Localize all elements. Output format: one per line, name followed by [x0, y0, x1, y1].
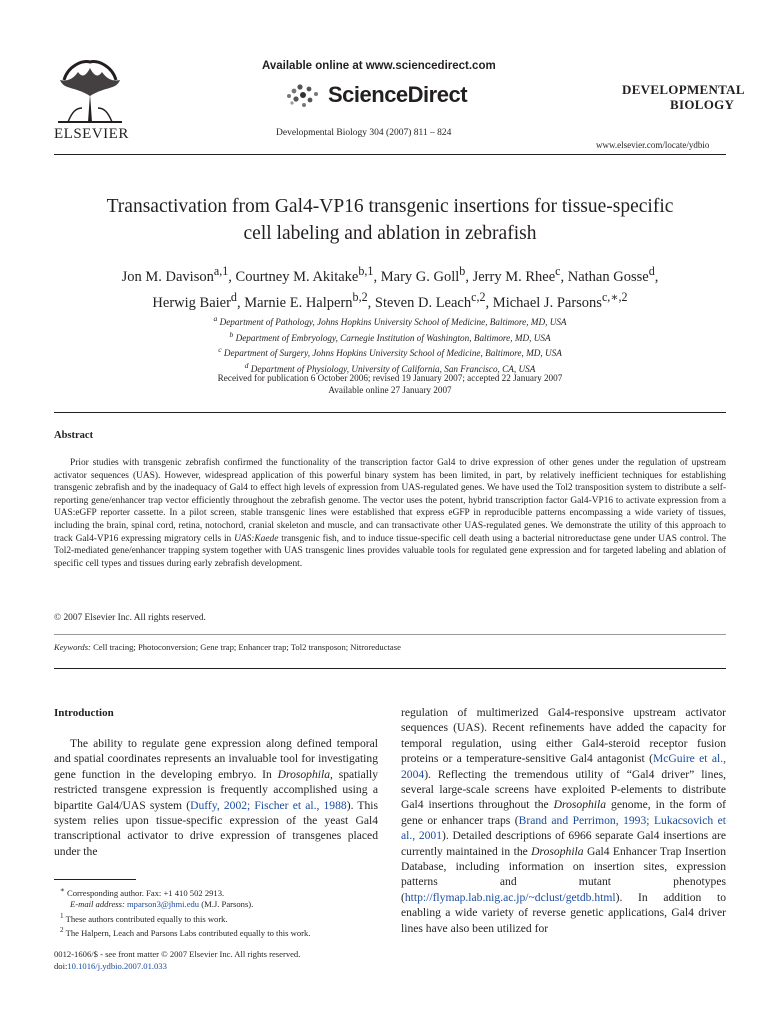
article-title [54, 193, 726, 247]
affiliation: Department of Surgery, Johns Hopkins University School of Medicine, Baltimore, MD, USA [223, 348, 562, 359]
author: Michael J. Parsons [492, 294, 602, 311]
footnote-2: The Halpern, Leach and Parsons Labs contributed equally to this work. [65, 927, 311, 938]
footnote-rule [54, 879, 136, 880]
author: Steven D. Leach [374, 294, 472, 311]
keywords-rule [54, 634, 726, 635]
affil-sup: b [229, 329, 234, 339]
footnotes [54, 885, 378, 939]
author-list: Jon M. Davison$^{a,1}$, Courtney M. Akitake$^{b,1}$, Mary G. Goll$^b$, Jerry M. Rhee$^c$, Nathan Gosse$^d$, Herwig Baier$^d$, Marnie E. Halpern$^{b,2}$, Steven D. Leach$^{c,2}$, Michael J. Parsons$^{c,∗,2}$ [121, 264, 659, 311]
intro-left-column [54, 736, 378, 859]
author: Jerry M. Rhee [472, 268, 556, 285]
author-sup: d [648, 264, 655, 278]
author: Marnie E. Halpern [244, 294, 353, 311]
doi-label: doi: [54, 961, 68, 972]
publication-dates [54, 372, 726, 396]
footnote-sym: ∗ [60, 886, 65, 894]
journal-title-line2: BIOLOGY [670, 97, 735, 112]
received-date: Received for publication 6 October 2006; revised 19 January 2007; accepted 22 January 2007 [217, 373, 563, 383]
available-online-line: Available online at www.sciencedirect.com [262, 60, 496, 72]
keywords [54, 642, 401, 652]
author: Nathan Gosse [567, 268, 649, 285]
abstract-bottom-rule [54, 668, 726, 669]
intro-text: ). This system relies upon tissue-specific expression of the yeast Gal4 transcriptional activator to drive expression of transgenes placed under the [54, 798, 379, 858]
elsevier-tree-logo [54, 56, 126, 126]
abstract-text-end: transgenic fish, and to induce tissue-specific cell death using a bacterial nitroreductase gene under UAS control. The Tol2-mediated gene/enhancer trapping system together with UAS transgenic lines provides valuable tools for regulated gene expression and for targeted labeling and ablation of specific cell types and tissues during early zebrafish development. [54, 533, 726, 569]
journal-title [622, 82, 745, 112]
author-sup: c,2 [471, 289, 486, 304]
footnote-sym: 2 [60, 925, 64, 934]
email-label: E-mail address: [70, 899, 125, 910]
author-sup: b,2 [352, 289, 368, 304]
journal-title-line1: DEVELOPMENTAL [622, 82, 745, 97]
affiliation: Department of Pathology, Johns Hopkins University School of Medicine, Baltimore, MD, USA [219, 317, 567, 328]
email-link[interactable]: mparson3@jhmi.edu [126, 899, 200, 910]
intro-text: genome, in the form of gene or enhancer traps ( [401, 798, 727, 827]
author-sup: b [459, 264, 466, 278]
keywords-label: Keywords: [54, 642, 91, 652]
intro-italic: Drosophila [553, 798, 607, 812]
sciencedirect-dots-icon [283, 80, 323, 110]
affil-sup: d [244, 360, 249, 370]
email-owner: (M.J. Parsons). [201, 899, 254, 910]
header-rule [54, 154, 726, 155]
author-sup: c [555, 264, 561, 278]
author: Jon M. Davison [121, 268, 214, 285]
publisher-name: ELSEVIER [54, 126, 129, 142]
journal-citation: Developmental Biology 304 (2007) 811 – 824 [276, 128, 452, 138]
intro-right-column [401, 705, 726, 936]
intro-text: Gal4 Enhancer Trap Insertion Database, including information on insertion sites, expression patterns and mutant phenotypes ( [401, 844, 726, 904]
author-sup: a,1 [213, 264, 229, 278]
affiliation: Department of Embryology, Carnegie Institution of Washington, Baltimore, MD, USA [235, 332, 551, 343]
sciencedirect-wordmark: ScienceDirect [328, 82, 468, 107]
intro-italic: Drosophila [531, 844, 584, 858]
intro-text: regulation of multimerized Gal4-responsive upstream activator sequences (UAS). Recent refinements have added the capacity for temporal regulation, using either Gal4-steroid receptor fusion proteins or a temperature-sensitive Gal4 antagonist ( [401, 706, 726, 766]
available-date: Available online 27 January 2007 [328, 385, 452, 395]
intro-text: ). Detailed descriptions of 6966 separate Gal4 insertions are currently maintained in the [401, 829, 727, 858]
intro-text: , spatially restricted transgene expression is frequently accomplished using a bipartite Gal4/UAS system ( [54, 767, 378, 812]
front-matter [54, 948, 300, 972]
footnote-1: These authors contributed equally to this work. [65, 913, 228, 924]
author-sup: c,∗,2 [601, 289, 628, 304]
journal-url[interactable]: www.elsevier.com/locate/ydbio [596, 140, 710, 150]
intro-text: ). Reflecting the tremendous utility of “Gal4 driver” lines, several large-scale screens have exploited P-elements to distribute Gal4 insertions throughout the [401, 767, 726, 812]
affil-sup: c [218, 345, 222, 355]
author: Herwig Baier [152, 294, 231, 311]
author: Courtney M. Akitake [235, 268, 359, 285]
abstract-top-rule [54, 412, 726, 413]
abstract-copyright: © 2007 Elsevier Inc. All rights reserved. [54, 613, 206, 623]
title-line2: cell labeling and ablation in zebrafish [243, 223, 537, 244]
abstract-body [54, 457, 726, 570]
affil-sup: a [213, 314, 218, 323]
author: Mary G. Goll [380, 268, 460, 285]
citation-link[interactable]: McGuire et al., 2004 [401, 752, 727, 781]
introduction-heading: Introduction [54, 707, 114, 719]
title-line1: Transactivation from Gal4-VP16 transgenic insertions for tissue-specific [106, 196, 674, 217]
database-link[interactable]: http://flymap.lab.nig.ac.jp/~dclust/getdb.html [404, 890, 616, 904]
citation-link[interactable]: Brand and Perrimon, 1993; Lukacsovich et al., 2001 [401, 813, 726, 843]
author-sup: b,1 [358, 264, 374, 278]
abstract-italic: UAS:Kaede [234, 533, 279, 544]
intro-italic: Drosophila [277, 767, 331, 781]
front-matter-text: 0012-1606/$ - see front matter © 2007 Elsevier Inc. All rights reserved. [54, 949, 301, 959]
intro-text: ). In addition to enabling a wide variety of reverse genetic applications, Gal4 driver lines have also been utilized for [401, 890, 726, 935]
corresponding-author: Corresponding author. Fax: +1 410 502 2913. [67, 887, 225, 898]
citation-link[interactable]: Duffy, 2002; Fischer et al., 1988 [190, 798, 347, 812]
footnote-sym: 1 [60, 911, 64, 920]
affiliation: Department of Physiology, University of California, San Francisco, CA, USA [250, 364, 536, 375]
affiliations [54, 313, 726, 376]
abstract-text: Prior studies with transgenic zebrafish confirmed the functionality of the transcription factor Gal4 to drive expression of other genes under the regulation of upstream activator sequences (UAS). However, widespread application of this powerful binary system has been limited, in part, by relatively inefficient techniques for establishing transgenic zebrafish and by the inadequacy of Gal4 to effect high levels of expression from UAS-regulated genes. We have used the Tol2 transposition system to distribute a self-reporting gene/enhancer trap vector efficiently throughout the zebrafish genome. The vector uses the potent, hybrid transcription factor Gal4-VP16 to activate expression from a UAS:eGFP reporter cassette. In a pilot screen, stable transgenic lines were established that express eGFP in reproducible patterns encompassing a wide variety of tissues, including the brain, spinal cord, retina, notochord, cranial skeleton and muscle, and can transactivate other UAS-regulated genes. We demonstrate the utility of this approach to track Gal4-VP16 expressing migratory cells in [54, 458, 726, 544]
keywords-list: Cell tracing; Photoconversion; Gene trap; Enhancer trap; Tol2 transposon; Nitroreductase [93, 642, 401, 652]
doi-link[interactable]: 10.1016/j.ydbio.2007.01.033 [67, 961, 167, 972]
abstract-heading: Abstract [54, 430, 94, 441]
author-sup: d [230, 289, 237, 304]
intro-text: The ability to regulate gene expression along defined temporal and spatial coordinates represents an invaluable tool for investigating gene function in the developing embryo. In [54, 737, 378, 781]
